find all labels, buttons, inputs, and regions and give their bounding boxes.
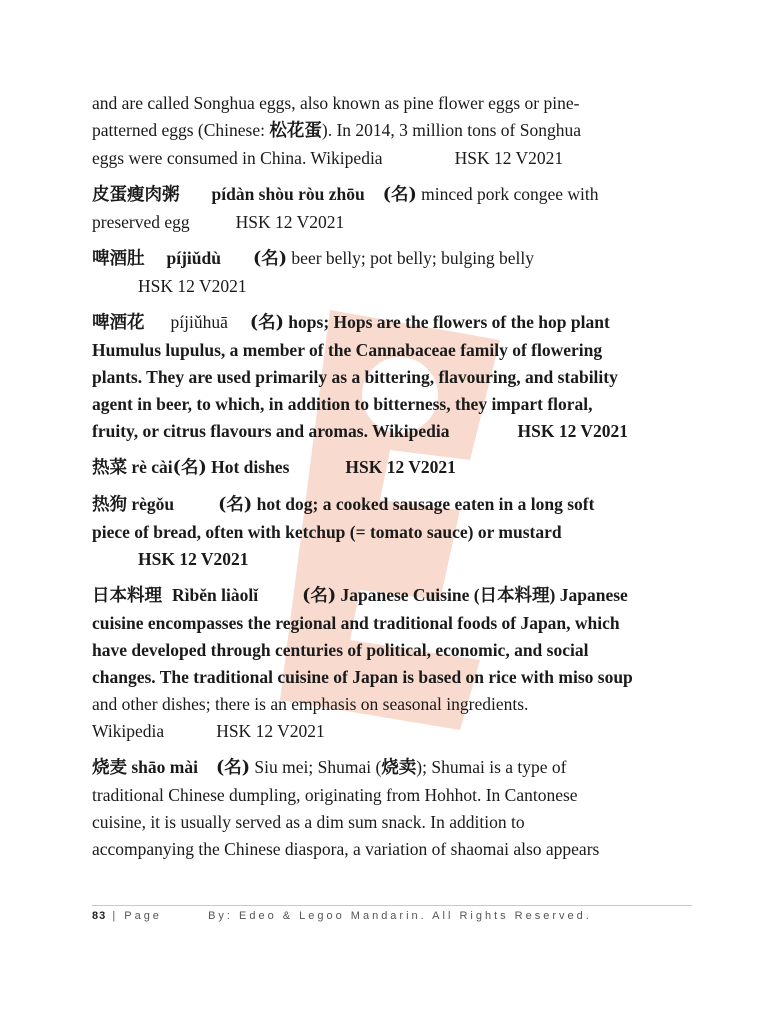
entry-pos: (名) [382,185,417,205]
entry-riben-liaoli: 日本料理 Rìběn liàolǐ (名) Japanese Cuisine (日本料理) Japanese cuisine encompasses the regional and traditional foods of Japan, which have developed through centuries of political, economic, and social changes. The traditional cuisine of Japan is based on rice with miso soup and other dishes; there is an emphasis on seasonal ingredients. Wikipedia HSK 12 V2021 [92,585,633,741]
page-content [92,90,692,872]
footer-divider [92,905,692,906]
hsk-tag: HSK 12 V2021 [345,457,456,477]
footer-credit: By: Edeo & Legoo Mandarin. All Rights Reserved. [208,910,592,922]
entry-pinyin: píjiǔdù [166,248,221,268]
entry-hanzi: 皮蛋瘦肉粥 [92,185,180,205]
entry-hanzi: 热菜 [92,458,127,478]
entry-pos: (名) [302,586,337,606]
entry-pijiudu: 啤酒肚 píjiǔdù (名) beer belly; pot belly; bulging belly HSK 12 V2021 [92,248,534,296]
footer-separator: | [112,910,119,922]
entry-pinyin: rè cài [131,457,173,477]
entry-recai: 热菜 rè cài(名) Hot dishes HSK 12 V2021 [92,457,456,478]
entry-pidan-shourou-zhou: 皮蛋瘦肉粥 pídàn shòu ròu zhōu (名) minced pork congee with preserved egg HSK 12 V2021 [92,184,599,232]
entry-pinyin: shāo mài [131,757,198,777]
hsk-tag: HSK 12 V2021 [235,212,345,232]
entry-pos: (名) [172,458,207,478]
entry-pijiuhua: 啤酒花 píjiǔhuā (名) hops; Hops are the flowers of the hop plant Humulus lupulus, a member of the Cannabaceae family of flowering plants. They are used primarily as a bittering, flavouring, and stability agent in beer, to which, in addition to bitterness, they impart floral, fruity, or citrus flavours and aromas. Wikipedia HSK 12 V2021 [92,312,629,441]
entry-hanzi: 啤酒花 [92,313,145,333]
entry-pinyin: pídàn shòu ròu zhōu [211,184,365,204]
page-footer [92,910,592,922]
entry-hanzi: 日本料理 [92,586,162,606]
entry-pinyin: Rìběn liàolǐ [172,585,259,605]
continuation-paragraph: and are called Songhua eggs, also known as pine flower eggs or pine- patterned eggs (Chinese: 松花蛋). In 2014, 3 million tons of Songhua eggs were consumed in China. Wikipedia HSK 12 V2021 [92,93,581,168]
entry-pinyin: píjiǔhuā [170,312,228,332]
page-label: Page [124,910,162,922]
entry-regou: 热狗 règǒu (名) hot dog; a cooked sausage eaten in a long soft piece of bread, often with ketchup (= tomato sauce) or mustard HSK 12 V2021 [92,494,595,569]
entry-hanzi: 啤酒肚 [92,249,145,269]
entry-shaomai: 烧麦 shāo mài (名) Siu mei; Shumai (烧卖); Shumai is a type of traditional Chinese dumpling, originating from Hohhot. In Cantonese cuisine, it is usually served as a dim sum snack. In addition to accompanying the Chinese diaspora, a variation of shaomai also appears [92,757,600,859]
entry-pos: (名) [215,758,251,778]
hsk-tag: HSK 12 V2021 [138,549,249,569]
page-number: 83 [92,910,107,922]
hsk-tag: HSK 12 V2021 [138,276,247,296]
entry-pos: (名) [252,249,288,269]
entry-pos: (名) [249,313,284,333]
hsk-tag: HSK 12 V2021 [216,721,325,741]
hsk-tag: HSK 12 V2021 [454,148,564,168]
entry-pos: (名) [218,495,253,515]
entry-hanzi: 烧麦 [92,758,127,778]
entry-hanzi: 热狗 [92,495,127,515]
hsk-tag: HSK 12 V2021 [517,421,629,441]
entry-pinyin: règǒu [131,494,175,514]
